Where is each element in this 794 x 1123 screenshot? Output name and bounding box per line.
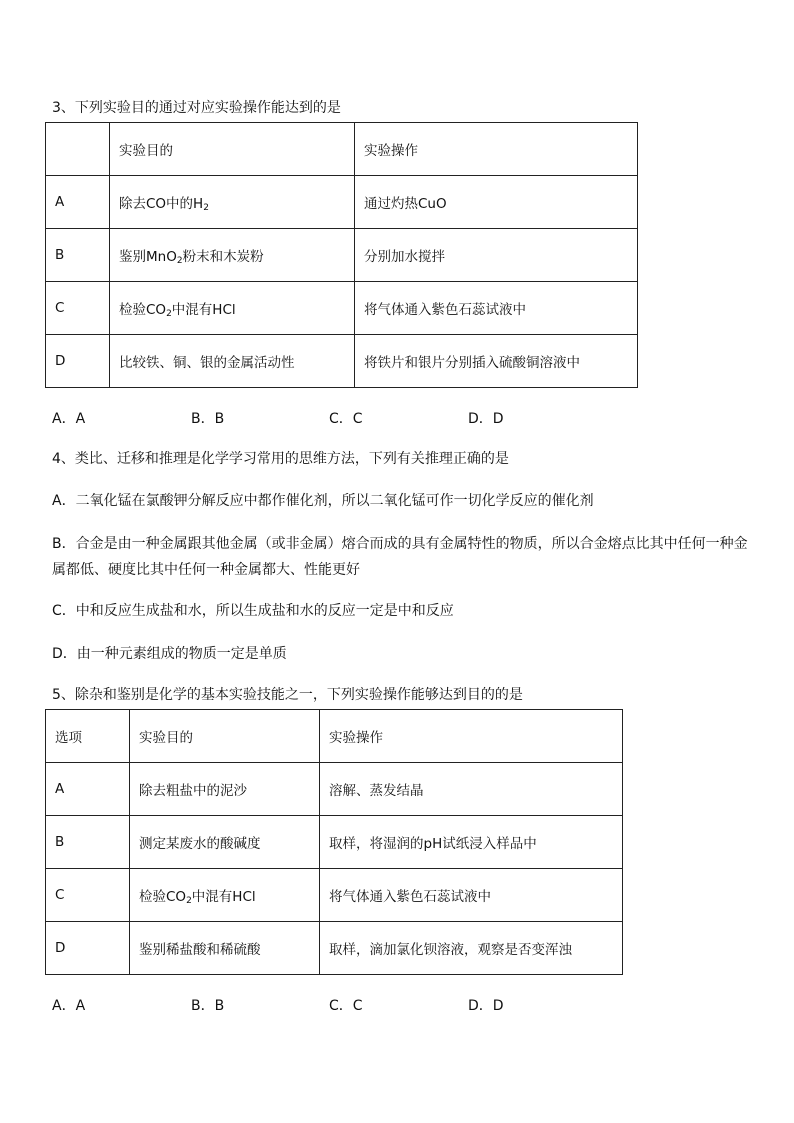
subscript: 2 bbox=[166, 309, 172, 319]
purpose-text: 测定某废水的酸碱度 bbox=[139, 836, 261, 852]
purpose-text: 除去CO中的H bbox=[119, 196, 204, 212]
purpose-text: 检验CO bbox=[139, 889, 187, 905]
row-label: B bbox=[46, 816, 130, 869]
q3-header-operation: 实验操作 bbox=[355, 123, 638, 176]
row-label: A bbox=[46, 176, 110, 229]
purpose-text: 检验CO bbox=[119, 302, 167, 318]
q3-header-blank bbox=[46, 123, 110, 176]
table-row bbox=[46, 335, 638, 388]
row-operation: 取样，将湿润的pH试纸浸入样品中 bbox=[320, 816, 623, 869]
row-purpose bbox=[110, 335, 355, 388]
q3-stem: 3、下列实验目的通过对应实验操作能达到的是 bbox=[52, 100, 341, 116]
q4-choice-b[interactable]: B．合金是由一种金属跟其他金属（或非金属）熔合而成的具有金属特性的物质，所以合金熔点比其中任何一种金属都低、硬度比其中任何一种金属都大、性能更好 bbox=[52, 536, 748, 578]
row-label: B bbox=[46, 229, 110, 282]
purpose-text: 鉴别稀盐酸和稀硫酸 bbox=[139, 942, 261, 958]
q3-table-header-row bbox=[46, 123, 638, 176]
q5-option-a[interactable]: A．A bbox=[52, 998, 86, 1014]
row-label: A bbox=[46, 763, 130, 816]
q5-table bbox=[45, 709, 623, 975]
q3-option-b[interactable]: B．B bbox=[191, 411, 225, 427]
table-row bbox=[46, 816, 623, 869]
row-operation: 将气体通入紫色石蕊试液中 bbox=[320, 869, 623, 922]
table-row bbox=[46, 229, 638, 282]
q4-choice-a[interactable]: A．二氧化锰在氯酸钾分解反应中都作催化剂，所以二氧化锰可作一切化学反应的催化剂 bbox=[52, 493, 594, 509]
row-purpose bbox=[110, 229, 355, 282]
row-purpose bbox=[130, 869, 320, 922]
q3-options bbox=[52, 408, 652, 428]
row-operation: 取样，滴加氯化钡溶液，观察是否变浑浊 bbox=[320, 922, 623, 975]
purpose-text: 鉴别MnO bbox=[119, 249, 177, 265]
row-operation: 将气体通入紫色石蕊试液中 bbox=[355, 282, 638, 335]
row-purpose bbox=[110, 282, 355, 335]
row-purpose bbox=[130, 816, 320, 869]
row-label: C bbox=[46, 869, 130, 922]
row-purpose bbox=[130, 922, 320, 975]
q3-option-c[interactable]: C．C bbox=[329, 411, 363, 427]
subscript: 2 bbox=[186, 896, 192, 906]
purpose-text: 除去粗盐中的泥沙 bbox=[139, 783, 247, 799]
row-operation: 将铁片和银片分别插入硫酸铜溶液中 bbox=[355, 335, 638, 388]
table-row bbox=[46, 922, 623, 975]
purpose-text-tail: 粉末和木炭粉 bbox=[182, 249, 264, 265]
q5-option-b[interactable]: B．B bbox=[191, 998, 225, 1014]
q5-option-c[interactable]: C．C bbox=[329, 998, 363, 1014]
table-row bbox=[46, 763, 623, 816]
q3-option-d[interactable]: D．D bbox=[468, 411, 504, 427]
q4-choice-c[interactable]: C．中和反应生成盐和水，所以生成盐和水的反应一定是中和反应 bbox=[52, 603, 454, 619]
table-row bbox=[46, 176, 638, 229]
row-label: C bbox=[46, 282, 110, 335]
table-row bbox=[46, 869, 623, 922]
q5-header-purpose: 实验目的 bbox=[130, 710, 320, 763]
q3-table bbox=[45, 122, 638, 388]
q5-table-header-row bbox=[46, 710, 623, 763]
row-label: D bbox=[46, 335, 110, 388]
purpose-text: 比较铁、铜、银的金属活动性 bbox=[119, 355, 295, 371]
row-label: D bbox=[46, 922, 130, 975]
q5-options bbox=[52, 995, 652, 1015]
row-purpose bbox=[110, 176, 355, 229]
subscript: 2 bbox=[203, 203, 209, 213]
q4-choice-d[interactable]: D．由一种元素组成的物质一定是单质 bbox=[52, 646, 287, 662]
subscript: 2 bbox=[176, 256, 183, 266]
table-row bbox=[46, 282, 638, 335]
q5-stem: 5、除杂和鉴别是化学的基本实验技能之一，下列实验操作能够达到目的的是 bbox=[52, 687, 523, 703]
purpose-text-tail: 中混有HCl bbox=[191, 889, 256, 905]
row-operation: 溶解、蒸发结晶 bbox=[320, 763, 623, 816]
q3-option-a[interactable]: A．A bbox=[52, 411, 86, 427]
row-operation: 分别加水搅拌 bbox=[355, 229, 638, 282]
q5-header-option: 选项 bbox=[46, 710, 130, 763]
q5-header-operation: 实验操作 bbox=[320, 710, 623, 763]
q5-option-d[interactable]: D．D bbox=[468, 998, 504, 1014]
q4-stem: 4、类比、迁移和推理是化学学习常用的思维方法，下列有关推理正确的是 bbox=[52, 451, 509, 467]
row-purpose bbox=[130, 763, 320, 816]
row-operation: 通过灼热CuO bbox=[355, 176, 638, 229]
purpose-text-tail: 中混有HCl bbox=[171, 302, 236, 318]
q3-header-purpose: 实验目的 bbox=[110, 123, 355, 176]
